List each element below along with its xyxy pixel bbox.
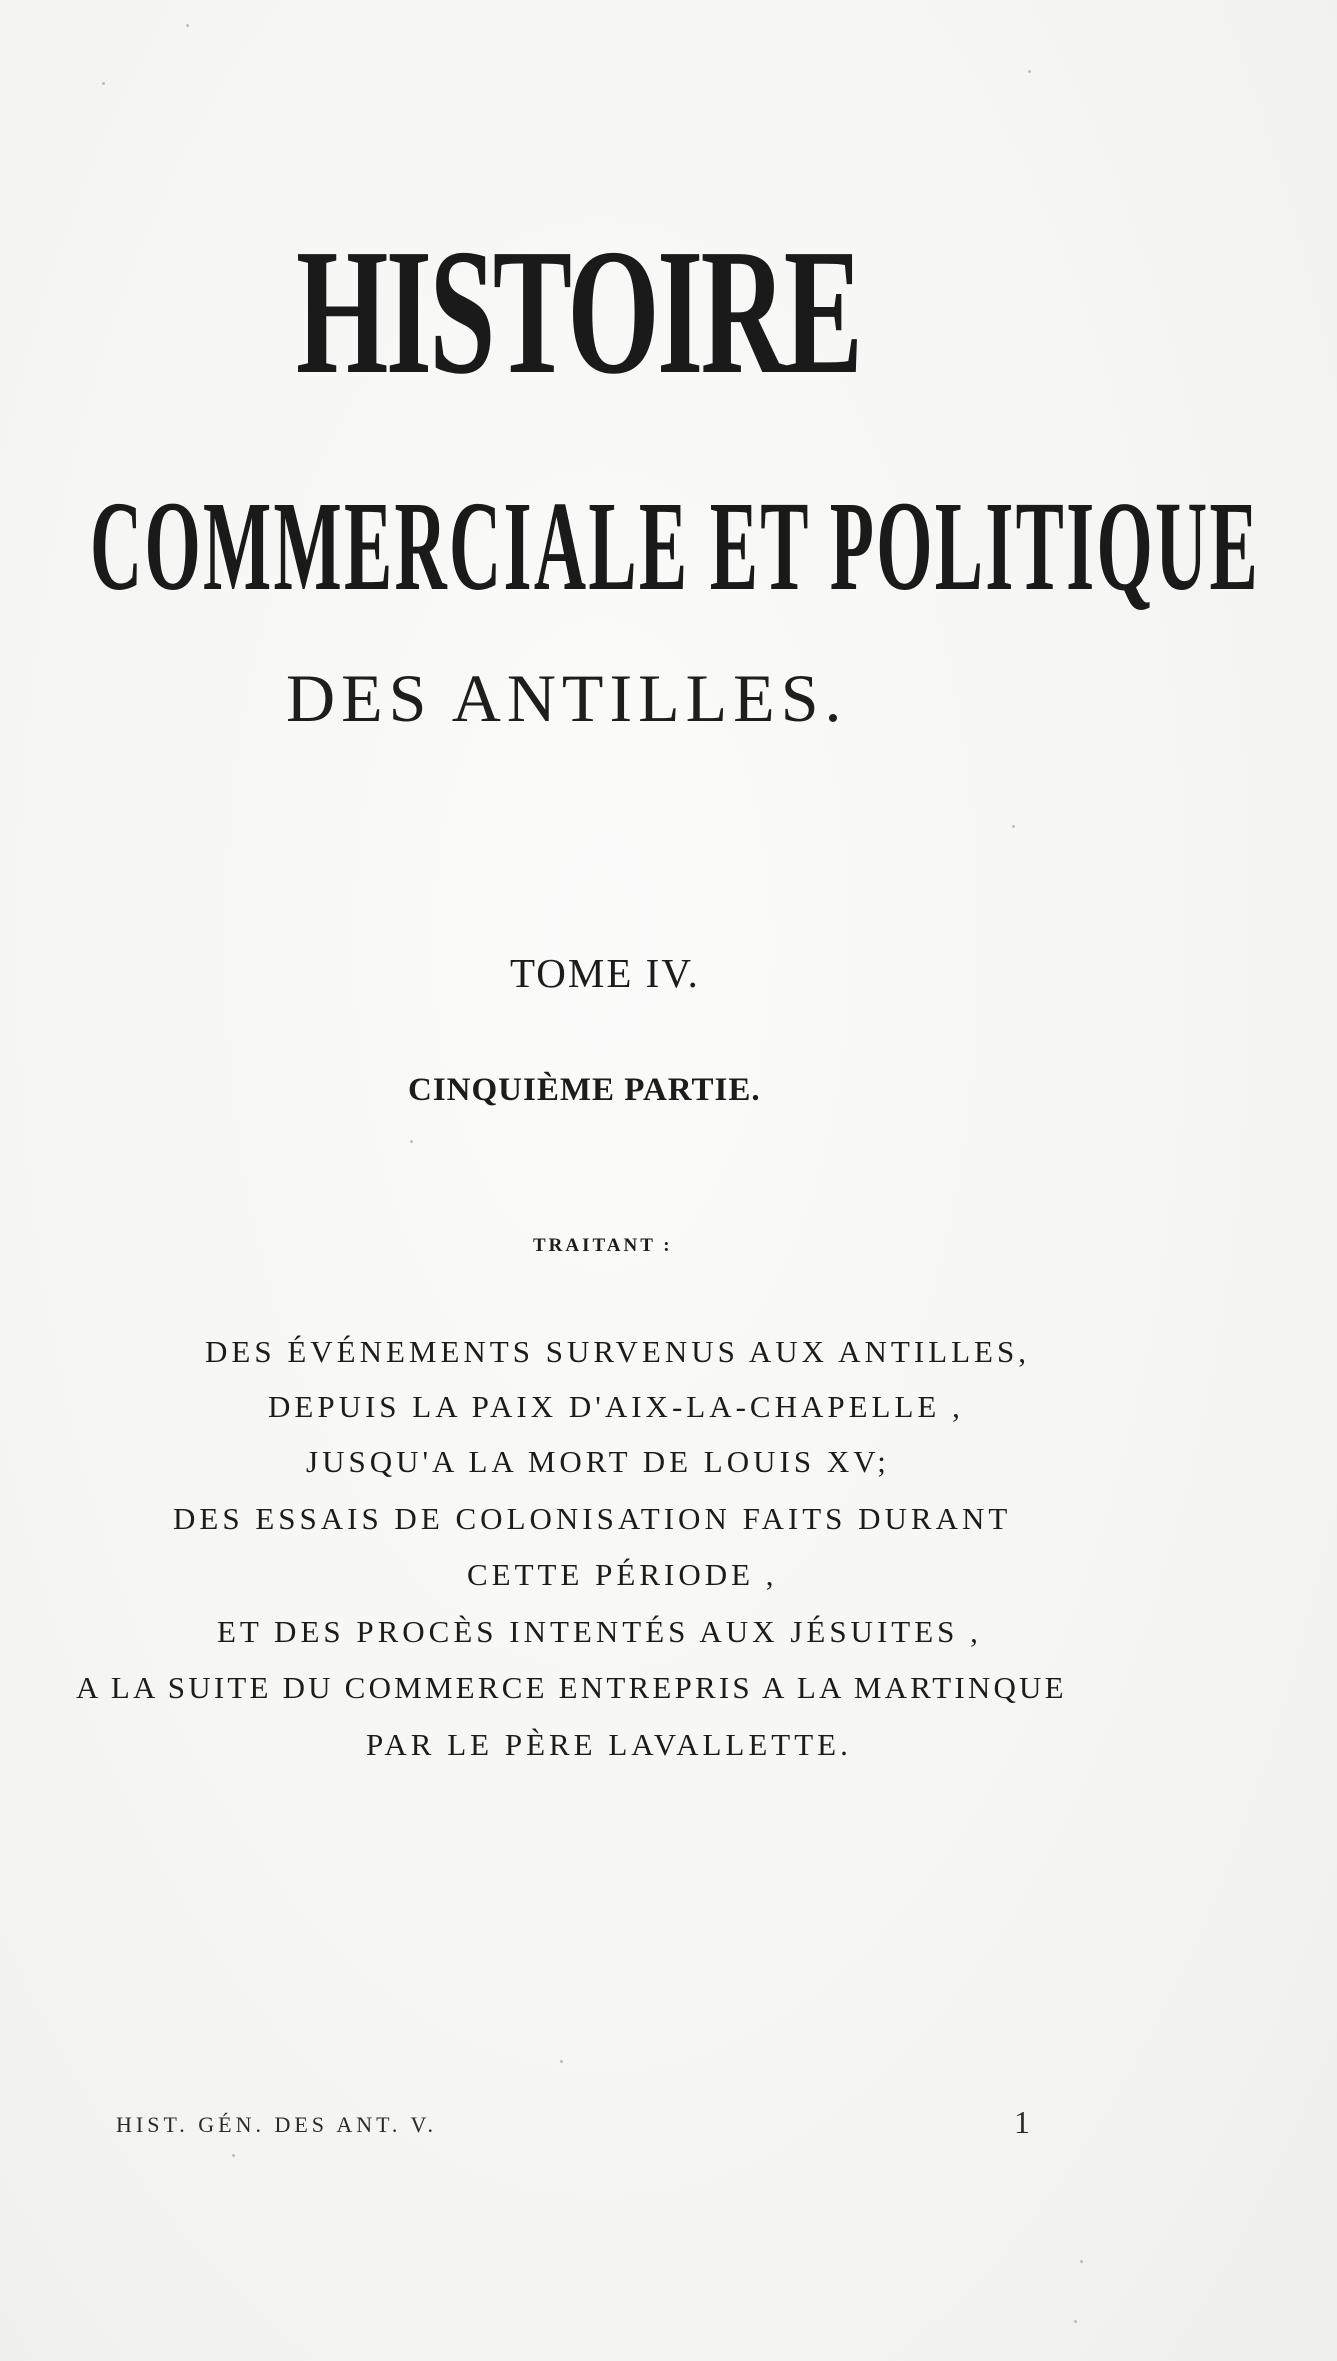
main-title: HISTOIRE bbox=[296, 212, 861, 411]
description-line: A LA SUITE DU COMMERCE ENTREPRIS A LA MARTINQUE bbox=[76, 1670, 1067, 1705]
description-line: DES ÉVÉNEMENTS SURVENUS AUX ANTILLES, bbox=[205, 1334, 1030, 1369]
description-line: ET DES PROCÈS INTENTÉS AUX JÉSUITES , bbox=[217, 1614, 982, 1649]
description-line: CETTE PÉRIODE , bbox=[467, 1557, 778, 1592]
part-label: CINQUIÈME PARTIE. bbox=[408, 1072, 761, 1108]
description-line: JUSQU'A LA MORT DE LOUIS XV; bbox=[306, 1444, 890, 1479]
signature-mark: HIST. GÉN. DES ANT. V. bbox=[116, 2112, 438, 2137]
description-line: PAR LE PÈRE LAVALLETTE. bbox=[366, 1727, 852, 1762]
volume-label: TOME IV. bbox=[510, 950, 700, 996]
description-line: DES ESSAIS DE COLONISATION FAITS DURANT bbox=[173, 1501, 1012, 1536]
subtitle-antilles: DES ANTILLES. bbox=[286, 660, 848, 736]
treating-label: TRAITANT : bbox=[533, 1235, 673, 1256]
subtitle: COMMERCIALE ET POLITIQUE bbox=[90, 475, 1261, 617]
page-number: 1 bbox=[1014, 2104, 1030, 2140]
description-line: DEPUIS LA PAIX D'AIX-LA-CHAPELLE , bbox=[268, 1389, 964, 1424]
